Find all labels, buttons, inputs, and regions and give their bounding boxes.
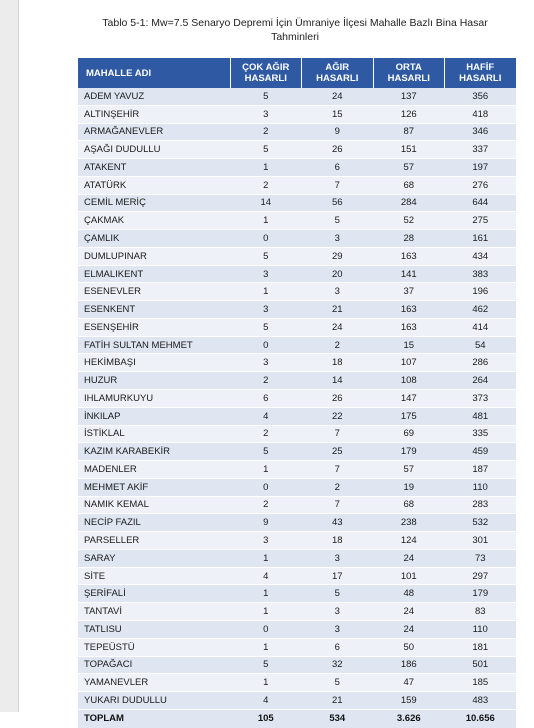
orta-value: 37 xyxy=(373,283,445,301)
mahalle-name: SİTE xyxy=(78,567,230,585)
header-agir-line1: AĞIR xyxy=(325,62,350,73)
table-row xyxy=(78,532,516,550)
mahalle-name: YUKARI DUDULLU xyxy=(78,692,230,710)
hafif-value: 161 xyxy=(445,230,517,248)
agir-value: 21 xyxy=(302,301,374,319)
hafif-value: 346 xyxy=(445,123,517,141)
orta-value: 179 xyxy=(373,443,445,461)
cok-agir-value: 1 xyxy=(230,549,302,567)
cok-agir-value: 2 xyxy=(230,372,302,390)
hafif-value: 275 xyxy=(445,212,517,230)
agir-value: 21 xyxy=(302,692,374,710)
hafif-value: 383 xyxy=(445,265,517,283)
cok-agir-value: 5 xyxy=(230,318,302,336)
cok-agir-value: 0 xyxy=(230,478,302,496)
hafif-value: 283 xyxy=(445,496,517,514)
cok-agir-value: 1 xyxy=(230,674,302,692)
agir-value: 26 xyxy=(302,390,374,408)
header-mahalle-adi: MAHALLE ADI xyxy=(78,58,230,88)
orta-value: 124 xyxy=(373,532,445,550)
table-row xyxy=(78,674,516,692)
hafif-value: 196 xyxy=(445,283,517,301)
hafif-value: 644 xyxy=(445,194,517,212)
orta-value: 101 xyxy=(373,567,445,585)
cok-agir-value: 3 xyxy=(230,354,302,372)
cok-agir-value: 4 xyxy=(230,567,302,585)
cok-agir-value: 0 xyxy=(230,230,302,248)
table-row xyxy=(78,265,516,283)
hafif-value: 337 xyxy=(445,141,517,159)
hafif-value: 179 xyxy=(445,585,517,603)
mahalle-name: FATİH SULTAN MEHMET xyxy=(78,336,230,354)
agir-value: 24 xyxy=(302,318,374,336)
header-orta-line1: ORTA xyxy=(395,62,422,73)
mahalle-name: PARSELLER xyxy=(78,532,230,550)
table-row xyxy=(78,603,516,621)
table-row xyxy=(78,301,516,319)
cok-agir-value: 0 xyxy=(230,620,302,638)
agir-value: 20 xyxy=(302,265,374,283)
cok-agir-value: 1 xyxy=(230,603,302,621)
mahalle-name: HEKİMBAŞI xyxy=(78,354,230,372)
header-agir-hasarli xyxy=(302,58,374,88)
orta-value: 163 xyxy=(373,301,445,319)
mahalle-name: AŞAĞI DUDULLU xyxy=(78,141,230,159)
damage-estimate-table xyxy=(78,58,517,728)
cok-agir-value: 1 xyxy=(230,638,302,656)
table-row xyxy=(78,390,516,408)
mahalle-name: NECİP FAZIL xyxy=(78,514,230,532)
table-row xyxy=(78,496,516,514)
mahalle-name: ADEM YAVUZ xyxy=(78,88,230,105)
agir-value: 5 xyxy=(302,212,374,230)
table-row xyxy=(78,514,516,532)
page-margin-strip xyxy=(0,0,18,712)
table-row xyxy=(78,318,516,336)
table-row xyxy=(78,176,516,194)
hafif-value: 335 xyxy=(445,425,517,443)
header-hafif-hasarli xyxy=(445,58,517,88)
mahalle-name: ESENŞEHİR xyxy=(78,318,230,336)
agir-value: 32 xyxy=(302,656,374,674)
agir-value: 29 xyxy=(302,247,374,265)
cok-agir-value: 5 xyxy=(230,247,302,265)
mahalle-name: TOPAĞACI xyxy=(78,656,230,674)
table-body xyxy=(78,88,516,709)
total-label: TOPLAM xyxy=(78,709,230,728)
page-margin-line xyxy=(18,0,19,712)
orta-value: 159 xyxy=(373,692,445,710)
table-row xyxy=(78,141,516,159)
hafif-value: 110 xyxy=(445,478,517,496)
agir-value: 14 xyxy=(302,372,374,390)
agir-value: 7 xyxy=(302,461,374,479)
table-row xyxy=(78,336,516,354)
agir-value: 25 xyxy=(302,443,374,461)
table-row xyxy=(78,567,516,585)
header-cok-agir-hasarli xyxy=(230,58,302,88)
orta-value: 19 xyxy=(373,478,445,496)
total-orta: 3.626 xyxy=(373,709,445,728)
table-row xyxy=(78,692,516,710)
mahalle-name: IHLAMURKUYU xyxy=(78,390,230,408)
hafif-value: 264 xyxy=(445,372,517,390)
mahalle-name: ELMALIKENT xyxy=(78,265,230,283)
cok-agir-value: 1 xyxy=(230,283,302,301)
hafif-value: 197 xyxy=(445,159,517,177)
hafif-value: 483 xyxy=(445,692,517,710)
agir-value: 3 xyxy=(302,230,374,248)
table-row xyxy=(78,123,516,141)
cok-agir-value: 9 xyxy=(230,514,302,532)
orta-value: 50 xyxy=(373,638,445,656)
orta-value: 57 xyxy=(373,159,445,177)
table-header-row xyxy=(78,58,516,88)
cok-agir-value: 1 xyxy=(230,212,302,230)
agir-value: 24 xyxy=(302,88,374,105)
hafif-value: 297 xyxy=(445,567,517,585)
cok-agir-value: 2 xyxy=(230,496,302,514)
hafif-value: 434 xyxy=(445,247,517,265)
mahalle-name: ATATÜRK xyxy=(78,176,230,194)
orta-value: 108 xyxy=(373,372,445,390)
table-row xyxy=(78,638,516,656)
table-row xyxy=(78,194,516,212)
mahalle-name: KAZIM KARABEKİR xyxy=(78,443,230,461)
table-row xyxy=(78,372,516,390)
hafif-value: 418 xyxy=(445,105,517,123)
cok-agir-value: 1 xyxy=(230,461,302,479)
agir-value: 22 xyxy=(302,407,374,425)
agir-value: 9 xyxy=(302,123,374,141)
orta-value: 87 xyxy=(373,123,445,141)
hafif-value: 501 xyxy=(445,656,517,674)
cok-agir-value: 1 xyxy=(230,159,302,177)
mahalle-name: İNKILAP xyxy=(78,407,230,425)
table-row xyxy=(78,230,516,248)
orta-value: 238 xyxy=(373,514,445,532)
agir-value: 2 xyxy=(302,336,374,354)
header-hafif-line1: HAFİF xyxy=(466,62,495,73)
mahalle-name: HUZUR xyxy=(78,372,230,390)
orta-value: 141 xyxy=(373,265,445,283)
caption-line-2: Tahminleri xyxy=(271,31,319,43)
orta-value: 57 xyxy=(373,461,445,479)
table-row xyxy=(78,585,516,603)
orta-value: 137 xyxy=(373,88,445,105)
agir-value: 2 xyxy=(302,478,374,496)
hafif-value: 181 xyxy=(445,638,517,656)
hafif-value: 462 xyxy=(445,301,517,319)
table-row xyxy=(78,247,516,265)
table-row xyxy=(78,407,516,425)
orta-value: 24 xyxy=(373,549,445,567)
orta-value: 175 xyxy=(373,407,445,425)
hafif-value: 414 xyxy=(445,318,517,336)
table-row xyxy=(78,354,516,372)
table-row xyxy=(78,461,516,479)
agir-value: 6 xyxy=(302,159,374,177)
cok-agir-value: 5 xyxy=(230,443,302,461)
table-total-row xyxy=(78,709,516,728)
mahalle-name: DUMLUPINAR xyxy=(78,247,230,265)
total-agir: 534 xyxy=(302,709,374,728)
cok-agir-value: 0 xyxy=(230,336,302,354)
agir-value: 17 xyxy=(302,567,374,585)
orta-value: 126 xyxy=(373,105,445,123)
table-row xyxy=(78,443,516,461)
agir-value: 3 xyxy=(302,549,374,567)
agir-value: 5 xyxy=(302,585,374,603)
mahalle-name: ALTINŞEHİR xyxy=(78,105,230,123)
cok-agir-value: 2 xyxy=(230,425,302,443)
agir-value: 43 xyxy=(302,514,374,532)
cok-agir-value: 3 xyxy=(230,105,302,123)
mahalle-name: ATAKENT xyxy=(78,159,230,177)
cok-agir-value: 3 xyxy=(230,301,302,319)
header-cok-agir-line1: ÇOK AĞIR xyxy=(242,62,290,73)
agir-value: 3 xyxy=(302,620,374,638)
hafif-value: 481 xyxy=(445,407,517,425)
mahalle-name: ŞERİFALİ xyxy=(78,585,230,603)
table-row xyxy=(78,283,516,301)
orta-value: 163 xyxy=(373,318,445,336)
header-orta-hasarli xyxy=(373,58,445,88)
orta-value: 107 xyxy=(373,354,445,372)
table-row xyxy=(78,620,516,638)
hafif-value: 301 xyxy=(445,532,517,550)
hafif-value: 185 xyxy=(445,674,517,692)
orta-value: 28 xyxy=(373,230,445,248)
hafif-value: 276 xyxy=(445,176,517,194)
table-row xyxy=(78,105,516,123)
mahalle-name: ESENKENT xyxy=(78,301,230,319)
agir-value: 7 xyxy=(302,176,374,194)
table-caption xyxy=(60,16,530,44)
agir-value: 7 xyxy=(302,425,374,443)
hafif-value: 83 xyxy=(445,603,517,621)
orta-value: 48 xyxy=(373,585,445,603)
orta-value: 68 xyxy=(373,176,445,194)
cok-agir-value: 2 xyxy=(230,123,302,141)
agir-value: 18 xyxy=(302,532,374,550)
mahalle-name: ÇAKMAK xyxy=(78,212,230,230)
mahalle-name: NAMIK KEMAL xyxy=(78,496,230,514)
agir-value: 26 xyxy=(302,141,374,159)
orta-value: 24 xyxy=(373,603,445,621)
orta-value: 68 xyxy=(373,496,445,514)
cok-agir-value: 5 xyxy=(230,656,302,674)
header-orta-line2: HASARLI xyxy=(387,73,430,84)
mahalle-name: İSTİKLAL xyxy=(78,425,230,443)
agir-value: 15 xyxy=(302,105,374,123)
cok-agir-value: 4 xyxy=(230,407,302,425)
orta-value: 52 xyxy=(373,212,445,230)
hafif-value: 54 xyxy=(445,336,517,354)
agir-value: 5 xyxy=(302,674,374,692)
cok-agir-value: 5 xyxy=(230,88,302,105)
mahalle-name: SARAY xyxy=(78,549,230,567)
hafif-value: 73 xyxy=(445,549,517,567)
mahalle-name: ESENEVLER xyxy=(78,283,230,301)
table-row xyxy=(78,656,516,674)
mahalle-name: ÇAMLIK xyxy=(78,230,230,248)
total-hafif: 10.656 xyxy=(445,709,517,728)
mahalle-name: TATLISU xyxy=(78,620,230,638)
table-row xyxy=(78,425,516,443)
agir-value: 18 xyxy=(302,354,374,372)
cok-agir-value: 2 xyxy=(230,176,302,194)
header-cok-agir-line2: HASARLI xyxy=(244,73,287,84)
mahalle-name: YAMANEVLER xyxy=(78,674,230,692)
cok-agir-value: 6 xyxy=(230,390,302,408)
table-row xyxy=(78,549,516,567)
cok-agir-value: 14 xyxy=(230,194,302,212)
hafif-value: 373 xyxy=(445,390,517,408)
hafif-value: 356 xyxy=(445,88,517,105)
orta-value: 284 xyxy=(373,194,445,212)
agir-value: 6 xyxy=(302,638,374,656)
table-row xyxy=(78,478,516,496)
orta-value: 147 xyxy=(373,390,445,408)
total-cok-agir: 105 xyxy=(230,709,302,728)
header-hafif-line2: HASARLI xyxy=(459,73,502,84)
mahalle-name: MEHMET AKİF xyxy=(78,478,230,496)
table-row xyxy=(78,159,516,177)
hafif-value: 187 xyxy=(445,461,517,479)
cok-agir-value: 1 xyxy=(230,585,302,603)
mahalle-name: MADENLER xyxy=(78,461,230,479)
caption-line-1: Tablo 5-1: Mw=7.5 Senaryo Depremi İçin Ümraniye İlçesi Mahalle Bazlı Bina Hasar xyxy=(102,17,488,29)
orta-value: 151 xyxy=(373,141,445,159)
orta-value: 47 xyxy=(373,674,445,692)
cok-agir-value: 3 xyxy=(230,532,302,550)
hafif-value: 459 xyxy=(445,443,517,461)
mahalle-name: TEPEÜSTÜ xyxy=(78,638,230,656)
agir-value: 3 xyxy=(302,283,374,301)
cok-agir-value: 3 xyxy=(230,265,302,283)
orta-value: 163 xyxy=(373,247,445,265)
agir-value: 56 xyxy=(302,194,374,212)
cok-agir-value: 4 xyxy=(230,692,302,710)
orta-value: 24 xyxy=(373,620,445,638)
hafif-value: 532 xyxy=(445,514,517,532)
mahalle-name: CEMİL MERİÇ xyxy=(78,194,230,212)
orta-value: 15 xyxy=(373,336,445,354)
agir-value: 3 xyxy=(302,603,374,621)
cok-agir-value: 5 xyxy=(230,141,302,159)
table-row xyxy=(78,88,516,105)
orta-value: 69 xyxy=(373,425,445,443)
table-row xyxy=(78,212,516,230)
mahalle-name: ARMAĞANEVLER xyxy=(78,123,230,141)
agir-value: 7 xyxy=(302,496,374,514)
mahalle-name: TANTAVİ xyxy=(78,603,230,621)
hafif-value: 110 xyxy=(445,620,517,638)
hafif-value: 286 xyxy=(445,354,517,372)
header-agir-line2: HASARLI xyxy=(316,73,359,84)
orta-value: 186 xyxy=(373,656,445,674)
